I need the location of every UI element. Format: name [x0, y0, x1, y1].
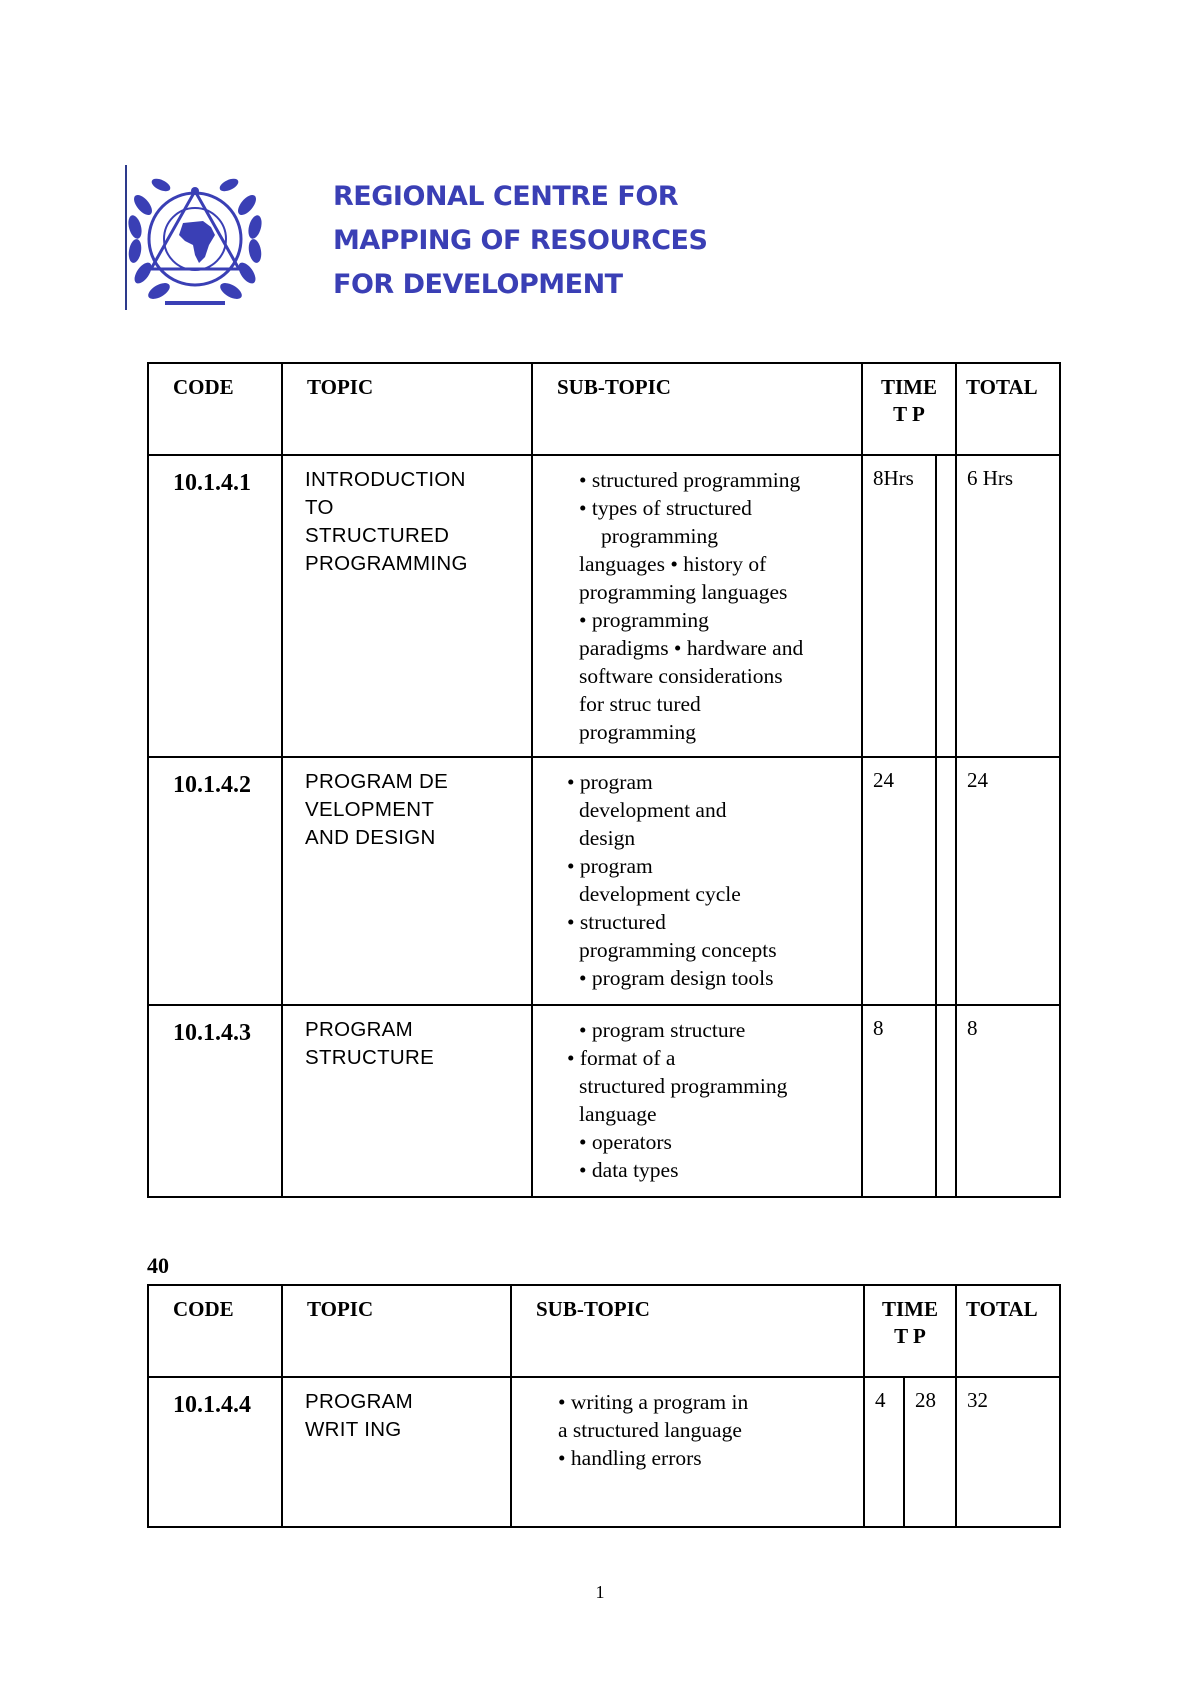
topic-line: VELOPMENT — [305, 798, 435, 821]
topic-line: PROGRAMMING — [305, 552, 468, 575]
row-time-t: 4 — [864, 1377, 904, 1527]
row-topic — [282, 757, 532, 1005]
header-time — [864, 1285, 956, 1377]
table-header-row — [148, 1285, 1060, 1377]
header-time-tp: T P — [893, 402, 925, 426]
row-topic — [282, 1005, 532, 1197]
header-time — [862, 363, 956, 455]
org-name-line-3: FOR DEVELOPMENT — [333, 269, 623, 300]
topic-line: PROGRAM DE — [305, 770, 449, 793]
subtopic-line: • data types — [579, 1158, 679, 1182]
row-time-t: 8Hrs — [862, 455, 936, 757]
topic-line: STRUCTURED — [305, 524, 450, 547]
topic-line: WRIT ING — [305, 1418, 402, 1441]
subtopic-line: • operators — [579, 1130, 672, 1154]
org-name-line-2: MAPPING OF RESOURCES — [333, 225, 708, 256]
page-tag: 40 — [147, 1253, 169, 1278]
topic-line: AND DESIGN — [305, 826, 436, 849]
header-time-label: TIME — [882, 1297, 939, 1321]
subtopic-line: • program structure — [579, 1018, 746, 1042]
topic-line: STRUCTURE — [305, 1046, 435, 1069]
subtopic-line: • structured programming — [579, 468, 801, 492]
row-total: 32 — [956, 1377, 1060, 1527]
header-time-label: TIME — [881, 375, 938, 399]
subtopic-line: • program design tools — [579, 966, 774, 990]
subtopic-line: • types of structured — [579, 496, 752, 520]
row-topic — [282, 455, 532, 757]
subtopic-line: structured programming — [579, 1074, 788, 1098]
topic-line: PROGRAM — [305, 1018, 414, 1041]
subtopic-line: development cycle — [579, 882, 741, 906]
table-row — [148, 1005, 1060, 1197]
subtopic-line: • handling errors — [558, 1446, 702, 1470]
subtopic-line: • program — [567, 770, 653, 794]
header-subtopic: SUB-TOPIC — [511, 1285, 864, 1377]
header-total: TOTAL — [956, 363, 1060, 455]
header-code: CODE — [148, 1285, 282, 1377]
subtopic-line: languages • history of — [579, 552, 767, 576]
row-code: 10.1.4.3 — [148, 1005, 282, 1197]
subtopic-line: paradigms • hardware and — [579, 636, 804, 660]
row-code: 10.1.4.1 — [148, 455, 282, 757]
row-subtopics — [532, 757, 862, 1005]
header-topic: TOPIC — [282, 1285, 511, 1377]
subtopic-line: software considerations — [579, 664, 783, 688]
curriculum-table-2 — [147, 1284, 1061, 1528]
header-subtopic: SUB-TOPIC — [532, 363, 862, 455]
row-total: 8 — [956, 1005, 1060, 1197]
table-header-row — [148, 363, 1060, 455]
subtopic-line: language — [579, 1102, 657, 1126]
subtopic-line: for struc tured — [579, 692, 701, 716]
curriculum-table-1 — [147, 362, 1061, 1198]
row-subtopics — [532, 455, 862, 757]
row-time-p — [936, 757, 956, 1005]
subtopic-line: design — [579, 826, 636, 850]
page-number: 1 — [595, 1582, 605, 1602]
row-time-t: 24 — [862, 757, 936, 1005]
subtopic-line: a structured language — [558, 1418, 742, 1442]
row-time-p: 28 — [904, 1377, 956, 1527]
row-time-p — [936, 455, 956, 757]
subtopic-line: • writing a program in — [558, 1390, 749, 1414]
subtopic-line: programming languages — [579, 580, 788, 604]
row-subtopics — [532, 1005, 862, 1197]
row-total: 6 Hrs — [956, 455, 1060, 757]
row-code: 10.1.4.4 — [148, 1377, 282, 1527]
table-row — [148, 1377, 1060, 1527]
header-time-tp: T P — [894, 1324, 926, 1348]
header-total: TOTAL — [956, 1285, 1060, 1377]
subtopic-line: • program — [567, 854, 653, 878]
row-time-t: 8 — [862, 1005, 936, 1197]
topic-line: INTRODUCTION — [305, 468, 466, 491]
subtopic-line: • structured — [567, 910, 666, 934]
subtopic-line: programming — [601, 524, 719, 548]
row-time-p — [936, 1005, 956, 1197]
table-row — [148, 455, 1060, 757]
header-topic: TOPIC — [282, 363, 532, 455]
topic-line: PROGRAM — [305, 1390, 414, 1413]
header-code: CODE — [148, 363, 282, 455]
org-name-line-1: REGIONAL CENTRE FOR — [333, 181, 679, 212]
table-row — [148, 757, 1060, 1005]
subtopic-line: programming — [579, 720, 697, 744]
organization-logo — [125, 165, 265, 313]
row-code: 10.1.4.2 — [148, 757, 282, 1005]
subtopic-line: • format of a — [567, 1046, 676, 1070]
organization-name — [333, 175, 707, 307]
subtopic-line: development and — [579, 798, 727, 822]
topic-line: TO — [305, 496, 334, 519]
subtopic-line: • programming — [579, 608, 709, 632]
subtopic-line: programming concepts — [579, 938, 777, 962]
row-topic — [282, 1377, 511, 1527]
row-total: 24 — [956, 757, 1060, 1005]
row-subtopics — [511, 1377, 864, 1527]
